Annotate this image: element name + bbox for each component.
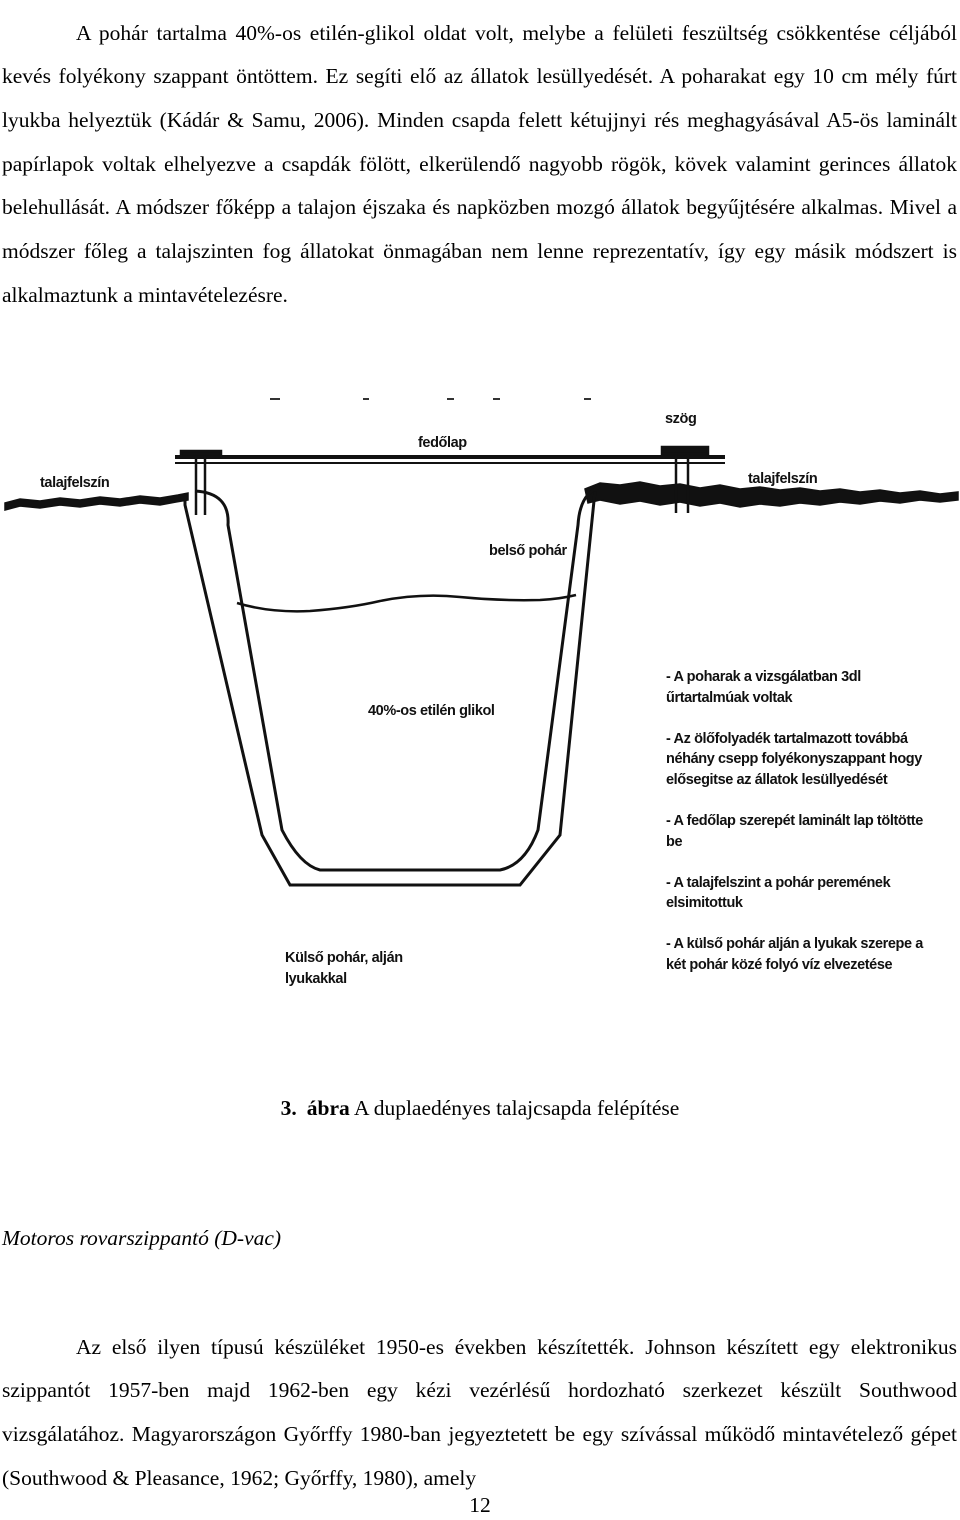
figure-note: - A fedőlap szerepét laminált lap töltötte be	[666, 812, 923, 850]
figure-note: - A külső pohár alján a lyukak szerepe a két pohár közé folyó víz elvezetése	[666, 936, 923, 973]
caption-number: 3.	[280, 1096, 297, 1120]
glycol-surface	[237, 595, 576, 611]
label-cover-plate: fedőlap	[418, 435, 467, 451]
paragraph-text: Az első ilyen típusú készüléket 1950-es években készítették. Johnson készített egy elektronikus szippantót 1957-ben majd 1962-ben egy kézi vezérlésű hordozható szerkezet készült Southwood vizsgálatához. Magyarországon Győrffy 1980-ban jegyeztetett be egy szívással működő mintavételező gépet (Southwood & Pleasance, 1962; Győrffy, 1980), amely	[2, 1334, 957, 1490]
section-title: Motoros rovarszippantó (D-vac)	[2, 1226, 282, 1250]
label-outer-cup-line1: Külső pohár, alján	[285, 950, 403, 966]
label-inner-cup: belső pohár	[489, 543, 567, 559]
label-soil-surface-right: talajfelszín	[748, 471, 818, 487]
figure-note: - A poharak a vizsgálatban 3dl űrtartalmúak voltak	[666, 669, 861, 706]
body-paragraph-2	[2, 1326, 957, 1501]
label-nail: szög	[665, 411, 697, 427]
body-paragraph-1	[2, 12, 957, 318]
figure-notes	[666, 667, 926, 996]
nail-left	[181, 451, 221, 515]
soil-surface-left	[5, 493, 188, 510]
trap-diagram-figure	[0, 385, 960, 1035]
caption-text: A duplaedényes talajcsapda felépítése	[353, 1096, 680, 1120]
label-soil-surface-left: talajfelszín	[40, 475, 110, 491]
figure-note: - A talajfelszint a pohár peremének elsimitottuk	[666, 874, 891, 912]
figure-caption	[0, 1093, 960, 1123]
paragraph-text: A pohár tartalma 40%-os etilén-glikol oldat volt, melybe a felületi feszültség csökkentése céljából kevés folyékony szappant öntöttem. Ez segíti elő az állatok lesüllyedését. A poharakat egy 10 cm mély fúrt lyukba helyeztük (Kádár & Samu, 2006). Minden csapda felett kétujjnyi rés meghagyásával A5-ös laminált papírlapok voltak elhelyezve a csapdák fölött, elkerülendő nagyobb rögök, kövek valamint gerinces állatok belehullását. A módszer főképp a talajon éjszaka és napközben mozgó állatok begyűjtésére alkalmas. Mivel a módszer főleg a talajszinten fog állatokat önmagában nem lenne reprezentatív, így egy másik módszert is alkalmaztunk a mintavételezésre.	[2, 20, 957, 307]
figure-note: - Az ölőfolyadék tartalmazott továbbá néhány csepp folyékonyszappant hogy elősegitse az állatok lesüllyedését	[666, 730, 922, 788]
label-outer-cup-line2: lyukakkal	[285, 971, 347, 987]
label-glycol: 40%-os etilén glikol	[368, 703, 495, 719]
page-number: 12	[469, 1493, 491, 1517]
caption-abra: ábra	[306, 1096, 350, 1120]
